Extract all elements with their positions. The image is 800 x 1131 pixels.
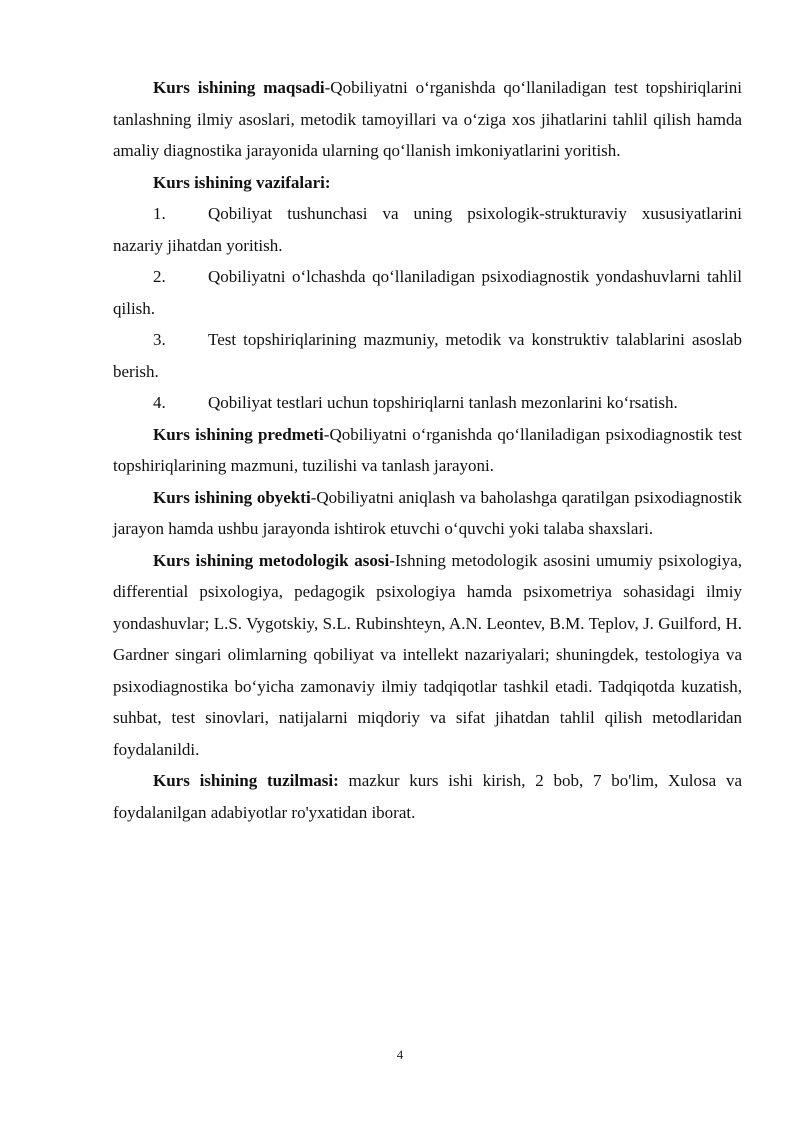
maqsad-text: -Qobiliyatni o‘rganishda qo‘llaniladigan test topshiriqlarini tanlashning ilmiy asoslari, metodik tamoyillari va o‘ziga xos jihatlarini tahlil qilish hamda amaliy diagnostika jarayonida ularning qo‘llanish imkoniyatlarini yoritish.	[113, 78, 742, 160]
vazifa-number: 3.	[153, 330, 166, 349]
predmet-label: Kurs ishining predmeti	[153, 424, 324, 444]
vazifa-item-1	[113, 198, 742, 261]
maqsad-paragraph	[113, 72, 742, 167]
vazifa-item-2	[113, 261, 742, 324]
vazifa-text: Test topshiriqlarining mazmuniy, metodik va konstruktiv talablarini asoslab berish.	[113, 330, 742, 381]
vazifa-text: Qobiliyat testlari uchun topshiriqlarni tanlash mezonlarini ko‘rsatish.	[208, 393, 678, 412]
metodologik-paragraph	[113, 545, 742, 766]
vazifa-item-4	[113, 387, 742, 419]
metodologik-label: Kurs ishining metodologik asosi	[153, 550, 390, 570]
tuzilma-text: mazkur kurs ishi kirish, 2 bob, 7 bo'lim, Xulosa va foydalanilgan adabiyotlar ro'yxatidan iborat.	[113, 771, 742, 822]
vazifa-number: 4.	[153, 393, 166, 412]
vazifa-text: Qobiliyat tushunchasi va uning psixologik-strukturaviy xususiyatlarini nazariy jihatdan yoritish.	[113, 204, 742, 255]
obyekt-text: -Qobiliyatni aniqlash va baholashga qaratilgan psixodiagnostik jarayon hamda ushbu jarayonda ishtirok etuvchi o‘quvchi yoki talaba shaxslari.	[113, 487, 742, 538]
tuzilma-paragraph	[113, 765, 742, 828]
vazifalar-heading: Kurs ishining vazifalari:	[153, 172, 331, 192]
obyekt-paragraph	[113, 482, 742, 545]
predmet-text: -Qobiliyatni o‘rganishda qo‘llaniladigan psixodiagnostik test topshiriqlarining mazmuni, tuzilishi va tanlash jarayoni.	[113, 424, 743, 475]
vazifa-number: 1.	[153, 204, 166, 223]
obyekt-label: Kurs ishining obyekti	[153, 487, 311, 507]
page-number: 4	[396, 1047, 404, 1062]
tuzilma-label: Kurs ishining tuzilmasi:	[153, 771, 339, 790]
metodologik-text: -Ishning metodologik asosini umumiy psixologiya, differential psixologiya, pedagogik psixologiya hamda psixometriya sohasidagi ilmiy yondashuvlar; L.S. Vygotskiy, S.L. Rubinshteyn, A.N. Leontev, B.M. Teplov, J. Guilford, H. Gardner singari olimlarning qobiliyat va intellekt nazariyalari; shuningdek, testologiya va psixodiagnostika bo‘yicha zamonaviy ilmiy tadqiqotlar tashkil etadi. Tadqiqotda kuzatish, suhbat, test sinovlari, natijalarni miqdoriy va sifat jihatdan tahlil qilish metodlaridan foydalanildi.	[113, 550, 742, 759]
vazifa-number: 2.	[153, 267, 166, 286]
vazifa-item-3	[113, 324, 742, 387]
maqsad-label: Kurs ishining maqsadi	[153, 78, 325, 97]
predmet-paragraph	[113, 419, 742, 482]
page-content	[113, 72, 742, 828]
vazifa-text: Qobiliyatni o‘lchashda qo‘llaniladigan psixodiagnostik yondashuvlarni tahlil qilish.	[113, 267, 742, 318]
